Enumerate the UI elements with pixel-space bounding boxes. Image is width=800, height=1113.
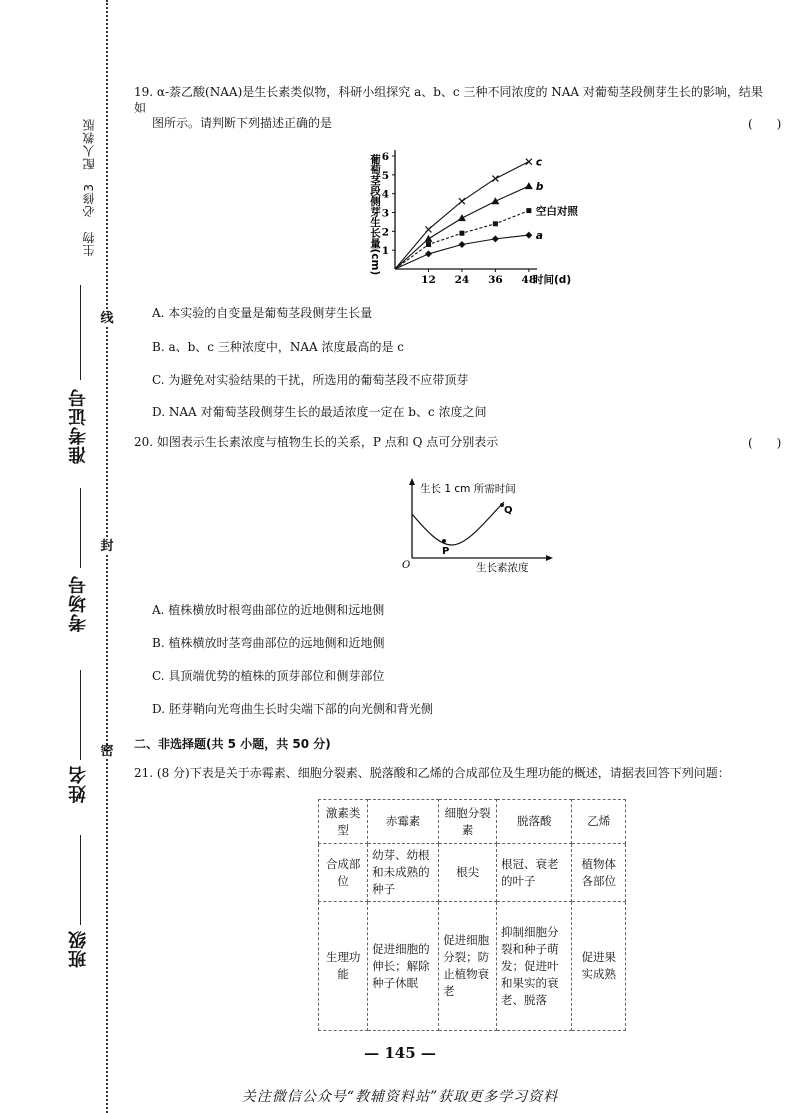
chart1-point [458, 241, 465, 248]
table-header-row [319, 800, 626, 844]
chart1-y-tick-label: 6 [381, 151, 389, 163]
q20-option-b: B. 植株横放时茎弯曲部位的远地侧和近地侧 [152, 636, 385, 650]
table-header-cell: 脱落酸 [497, 800, 572, 844]
chart1-point [425, 226, 431, 232]
chart-naa-growth [355, 146, 580, 291]
table-header-cell: 激素类型 [319, 800, 368, 844]
chart2-curve [412, 502, 504, 545]
table-cell: 生理功能 [319, 902, 368, 1031]
chart1-y-tick-label: 3 [381, 207, 389, 220]
chart1-point [492, 176, 498, 182]
table-cell: 促进细胞的伸长；解除种子休眠 [368, 902, 439, 1031]
chart1-series-label: c [535, 156, 543, 169]
chart1-point [526, 208, 531, 213]
chart1-x-tick-label: 36 [488, 274, 503, 286]
chart1-x-tick-label: 12 [421, 274, 436, 286]
q19-option-d: D. NAA 对葡萄茎段侧芽生长的最适浓度一定在 b、c 浓度之间 [152, 405, 487, 419]
field-exam-number-label: 准考证号 [68, 388, 89, 464]
q19-option-c: C. 为避免对实验结果的干扰，所选用的葡萄茎段不应带顶芽 [152, 373, 469, 387]
binding-mark-feng: 封 [100, 539, 114, 554]
chart1-ylabel: 葡萄茎段侧芽生长量(cm) [369, 154, 381, 276]
chart1-point [458, 214, 466, 221]
chart1-xlabel: 时间(d) [533, 274, 572, 286]
chart1-point [525, 182, 533, 189]
page-number: — 145 — [364, 1044, 436, 1062]
field-class-line [80, 835, 81, 925]
hormone-table [318, 799, 626, 1031]
table-cell: 幼芽、幼根和未成熟的种子 [368, 844, 439, 902]
chart1-point [426, 242, 431, 247]
chart2-origin: O [402, 560, 411, 571]
table-cell: 促进细胞分裂；防止植物衰老 [439, 902, 497, 1031]
table-header-cell: 赤霉素 [368, 800, 439, 844]
chart1-point [491, 197, 499, 204]
field-exam-number-line [80, 285, 81, 380]
chart1-y-tick-label: 5 [381, 169, 389, 182]
q20-option-d: D. 胚芽鞘向光弯曲生长时尖端下部的向光侧和背光侧 [152, 702, 433, 716]
chart2-y-arrow [409, 478, 415, 485]
binding-dotted-line [106, 0, 108, 1113]
table-header-cell: 乙烯 [572, 800, 626, 844]
chart1-y-tick-label: 2 [381, 226, 389, 239]
q20-stem: 20. 如图表示生长素浓度与植物生长的关系，P 点和 Q 点可分别表示 [134, 435, 499, 449]
q20-option-a: A. 植株横放时根弯曲部位的近地侧和远地侧 [152, 603, 385, 617]
chart1-x-tick-label: 48 [521, 274, 537, 286]
chart1-series-line [395, 235, 529, 269]
q19-answer-paren: ( ) [748, 117, 782, 131]
chart2-point-p [442, 539, 446, 543]
field-name-line [80, 670, 81, 760]
field-name-label: 姓名 [68, 765, 89, 803]
chart1-series-line [395, 186, 529, 269]
chart1-point [425, 250, 432, 257]
chart1-series-label: 空白对照 [535, 205, 578, 218]
field-class-label: 班级 [68, 930, 89, 968]
table-cell: 促进果实成熟 [572, 902, 626, 1031]
table-cell: 根尖 [439, 844, 497, 902]
chart1-point [424, 235, 432, 242]
chart1-point [459, 198, 465, 204]
binding-mark-xian: 线 [100, 311, 114, 326]
chart1-point [459, 231, 464, 236]
q19-option-a: A. 本实验的自变量是葡萄茎段侧芽生长量 [152, 306, 373, 320]
chart1-series-label: b [535, 181, 544, 194]
q21-stem: 21. (8 分)下表是关于赤霉素、细胞分裂素、脱落酸和乙烯的合成部位及生理功能的概述，请据表回答下列问题： [134, 766, 730, 780]
q19-stem-line2: 图所示。请判断下列描述正确的是 [152, 116, 333, 130]
chart1-x-tick-label: 24 [454, 274, 470, 286]
table-cell: 抑制细胞分裂和种子萌发；促进叶和果实的衰老、脱落 [497, 902, 572, 1031]
chart1-y-tick-label: 4 [381, 188, 389, 201]
chart-auxin-curve [398, 478, 558, 576]
footer-note: 关注微信公众号“教辅资料站”获取更多学习资料 [241, 1089, 559, 1105]
table-header-cell: 细胞分裂素 [439, 800, 497, 844]
table-row [319, 902, 626, 1031]
binding-mark-mi: 密 [100, 744, 114, 759]
chart2-label-q: Q [504, 505, 513, 516]
table-cell: 根冠、衰老的叶子 [497, 844, 572, 902]
chart2-xlabel: 生长素浓度 [476, 562, 529, 574]
section-title: 二、非选择题(共 5 小题，共 50 分) [134, 737, 331, 751]
q20-option-c: C. 具顶端优势的植株的顶芽部位和侧芽部位 [152, 669, 385, 683]
chart1-series-label: a [535, 230, 543, 243]
q19-option-b: B. a、b、c 三种浓度中，NAA 浓度最高的是 c [152, 340, 405, 354]
chart1-point [493, 221, 498, 226]
table-cell: 植物体各部位 [572, 844, 626, 902]
table-cell: 合成部位 [319, 844, 368, 902]
chart2-label-p: P [442, 546, 450, 557]
chart1-point [525, 232, 532, 239]
field-exam-room-label: 考场号 [68, 575, 89, 632]
chart1-point [526, 159, 532, 165]
table-row [319, 844, 626, 902]
subject-label: 生物 必修3 配人教版 [82, 118, 96, 257]
chart1-y-tick-label: 1 [381, 245, 389, 258]
chart1-point [492, 235, 499, 242]
q20-answer-paren: ( ) [748, 436, 782, 450]
chart2-ylabel: 生长 1 cm 所需时间 [420, 483, 516, 495]
chart2-x-arrow [546, 555, 553, 561]
q19-stem-line1: 19. α-萘乙酸(NAA)是生长素类似物，科研小组探究 a、b、c 三种不同浓度的 NAA 对葡萄茎段侧芽生长的影响，结果如 [134, 85, 763, 115]
field-exam-room-line [80, 488, 81, 568]
